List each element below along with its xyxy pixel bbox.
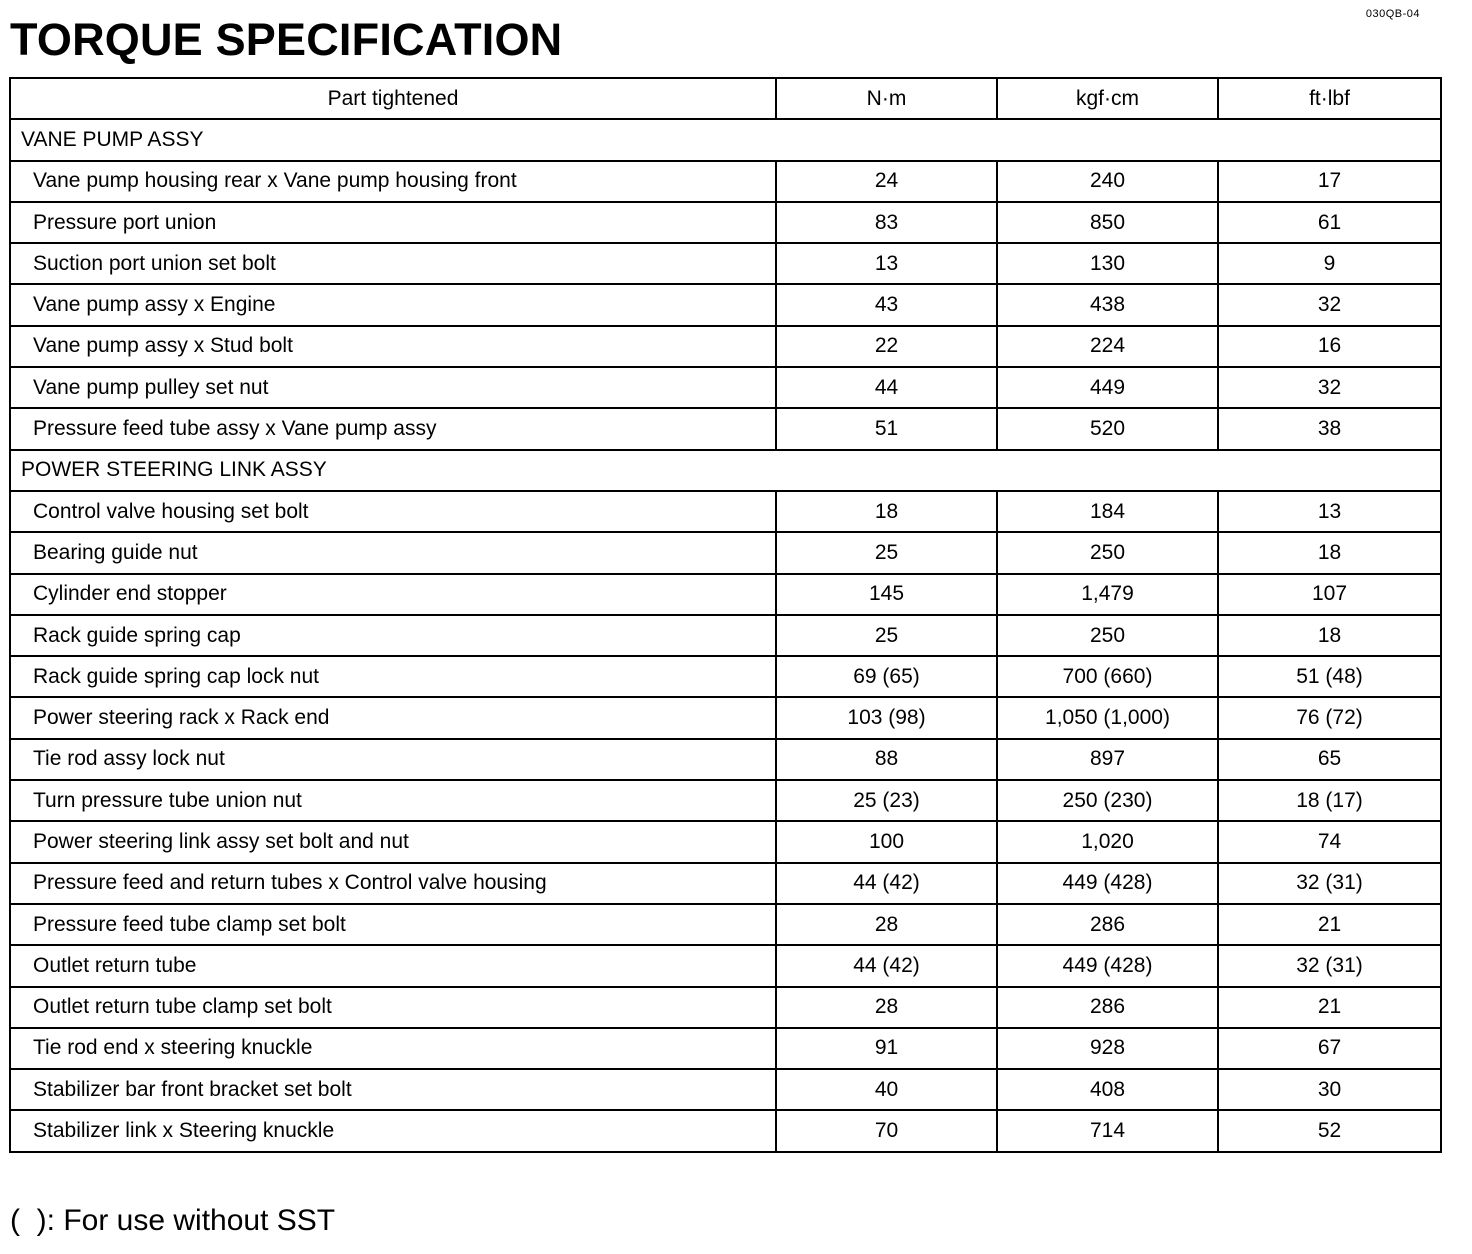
table-row (10, 821, 1441, 862)
part-name-cell: Vane pump pulley set nut (10, 367, 776, 408)
ftlbf-value-cell: 13 (1218, 491, 1441, 532)
kgfcm-value-cell: 250 (230) (997, 780, 1218, 821)
table-row (10, 656, 1441, 697)
part-name-cell: Pressure feed tube clamp set bolt (10, 904, 776, 945)
nm-value-cell: 28 (776, 904, 997, 945)
nm-value-cell: 25 (23) (776, 780, 997, 821)
part-name-cell: Stabilizer link x Steering knuckle (10, 1110, 776, 1151)
table-row (10, 780, 1441, 821)
nm-value-cell: 44 (776, 367, 997, 408)
part-name-cell: Suction port union set bolt (10, 243, 776, 284)
ftlbf-value-cell: 74 (1218, 821, 1441, 862)
table-row (10, 161, 1441, 202)
part-name-cell: Stabilizer bar front bracket set bolt (10, 1069, 776, 1110)
table-row (10, 532, 1441, 573)
page-title: TORQUE SPECIFICATION (10, 14, 563, 65)
ftlbf-value-cell: 51 (48) (1218, 656, 1441, 697)
nm-value-cell: 91 (776, 1028, 997, 1069)
part-name-cell: Tie rod assy lock nut (10, 739, 776, 780)
part-name-cell: Outlet return tube (10, 945, 776, 986)
nm-value-cell: 51 (776, 408, 997, 449)
part-name-cell: Tie rod end x steering knuckle (10, 1028, 776, 1069)
part-name-cell: Pressure feed and return tubes x Control valve housing (10, 863, 776, 904)
part-name-cell: Power steering rack x Rack end (10, 697, 776, 738)
kgfcm-value-cell: 130 (997, 243, 1218, 284)
ftlbf-value-cell: 9 (1218, 243, 1441, 284)
nm-value-cell: 43 (776, 284, 997, 325)
table-header-row (10, 78, 1441, 119)
ftlbf-value-cell: 32 (1218, 284, 1441, 325)
table-row (10, 408, 1441, 449)
header-ftlbf: ft·lbf (1218, 78, 1441, 119)
part-name-cell: Cylinder end stopper (10, 574, 776, 615)
ftlbf-value-cell: 18 (1218, 532, 1441, 573)
part-name-cell: Power steering link assy set bolt and nut (10, 821, 776, 862)
table-row (10, 987, 1441, 1028)
part-name-cell: Control valve housing set bolt (10, 491, 776, 532)
kgfcm-value-cell: 449 (428) (997, 863, 1218, 904)
nm-value-cell: 103 (98) (776, 697, 997, 738)
table-row (10, 945, 1441, 986)
kgfcm-value-cell: 520 (997, 408, 1218, 449)
ftlbf-value-cell: 67 (1218, 1028, 1441, 1069)
nm-value-cell: 88 (776, 739, 997, 780)
ftlbf-value-cell: 16 (1218, 326, 1441, 367)
table-row (10, 697, 1441, 738)
table-row (10, 326, 1441, 367)
kgfcm-value-cell: 897 (997, 739, 1218, 780)
table-row (10, 367, 1441, 408)
part-name-cell: Pressure port union (10, 202, 776, 243)
part-name-cell: Bearing guide nut (10, 532, 776, 573)
nm-value-cell: 22 (776, 326, 997, 367)
part-name-cell: Vane pump assy x Stud bolt (10, 326, 776, 367)
nm-value-cell: 44 (42) (776, 945, 997, 986)
table-row (10, 202, 1441, 243)
part-name-cell: Vane pump housing rear x Vane pump housing front (10, 161, 776, 202)
part-name-cell: Turn pressure tube union nut (10, 780, 776, 821)
ftlbf-value-cell: 32 (1218, 367, 1441, 408)
kgfcm-value-cell: 184 (997, 491, 1218, 532)
torque-table (9, 77, 1442, 1153)
header-nm: N·m (776, 78, 997, 119)
table-body (10, 119, 1441, 1151)
section-row (10, 450, 1441, 491)
document-code: 030QB-04 (1365, 8, 1420, 20)
ftlbf-value-cell: 17 (1218, 161, 1441, 202)
ftlbf-value-cell: 21 (1218, 987, 1441, 1028)
kgfcm-value-cell: 714 (997, 1110, 1218, 1151)
table-row (10, 574, 1441, 615)
nm-value-cell: 18 (776, 491, 997, 532)
nm-value-cell: 25 (776, 532, 997, 573)
nm-value-cell: 145 (776, 574, 997, 615)
kgfcm-value-cell: 1,050 (1,000) (997, 697, 1218, 738)
ftlbf-value-cell: 52 (1218, 1110, 1441, 1151)
table-row (10, 243, 1441, 284)
part-name-cell: Outlet return tube clamp set bolt (10, 987, 776, 1028)
ftlbf-value-cell: 18 (17) (1218, 780, 1441, 821)
nm-value-cell: 83 (776, 202, 997, 243)
kgfcm-value-cell: 1,020 (997, 821, 1218, 862)
nm-value-cell: 25 (776, 615, 997, 656)
ftlbf-value-cell: 32 (31) (1218, 945, 1441, 986)
ftlbf-value-cell: 61 (1218, 202, 1441, 243)
nm-value-cell: 24 (776, 161, 997, 202)
kgfcm-value-cell: 250 (997, 615, 1218, 656)
ftlbf-value-cell: 65 (1218, 739, 1441, 780)
nm-value-cell: 28 (776, 987, 997, 1028)
kgfcm-value-cell: 1,479 (997, 574, 1218, 615)
table-row (10, 1110, 1441, 1151)
nm-value-cell: 13 (776, 243, 997, 284)
kgfcm-value-cell: 850 (997, 202, 1218, 243)
kgfcm-value-cell: 240 (997, 161, 1218, 202)
part-name-cell: Rack guide spring cap lock nut (10, 656, 776, 697)
table-row (10, 863, 1441, 904)
kgfcm-value-cell: 286 (997, 904, 1218, 945)
kgfcm-value-cell: 928 (997, 1028, 1218, 1069)
ftlbf-value-cell: 18 (1218, 615, 1441, 656)
table-row (10, 739, 1441, 780)
header-part-tightened: Part tightened (10, 78, 776, 119)
kgfcm-value-cell: 438 (997, 284, 1218, 325)
table-row (10, 1069, 1441, 1110)
kgfcm-value-cell: 286 (997, 987, 1218, 1028)
kgfcm-value-cell: 408 (997, 1069, 1218, 1110)
table-row (10, 904, 1441, 945)
ftlbf-value-cell: 76 (72) (1218, 697, 1441, 738)
part-name-cell: Vane pump assy x Engine (10, 284, 776, 325)
ftlbf-value-cell: 21 (1218, 904, 1441, 945)
table-row (10, 1028, 1441, 1069)
table-row (10, 615, 1441, 656)
header-kgfcm: kgf·cm (997, 78, 1218, 119)
part-name-cell: Rack guide spring cap (10, 615, 776, 656)
kgfcm-value-cell: 449 (997, 367, 1218, 408)
nm-value-cell: 70 (776, 1110, 997, 1151)
table-row (10, 491, 1441, 532)
ftlbf-value-cell: 107 (1218, 574, 1441, 615)
nm-value-cell: 44 (42) (776, 863, 997, 904)
table-row (10, 284, 1441, 325)
ftlbf-value-cell: 30 (1218, 1069, 1441, 1110)
nm-value-cell: 40 (776, 1069, 997, 1110)
kgfcm-value-cell: 250 (997, 532, 1218, 573)
section-title: POWER STEERING LINK ASSY (10, 450, 1441, 491)
nm-value-cell: 100 (776, 821, 997, 862)
section-title: VANE PUMP ASSY (10, 119, 1441, 160)
part-name-cell: Pressure feed tube assy x Vane pump assy (10, 408, 776, 449)
ftlbf-value-cell: 32 (31) (1218, 863, 1441, 904)
kgfcm-value-cell: 700 (660) (997, 656, 1218, 697)
kgfcm-value-cell: 449 (428) (997, 945, 1218, 986)
section-row (10, 119, 1441, 160)
ftlbf-value-cell: 38 (1218, 408, 1441, 449)
nm-value-cell: 69 (65) (776, 656, 997, 697)
footnote: ( ): For use without SST (10, 1204, 336, 1237)
kgfcm-value-cell: 224 (997, 326, 1218, 367)
